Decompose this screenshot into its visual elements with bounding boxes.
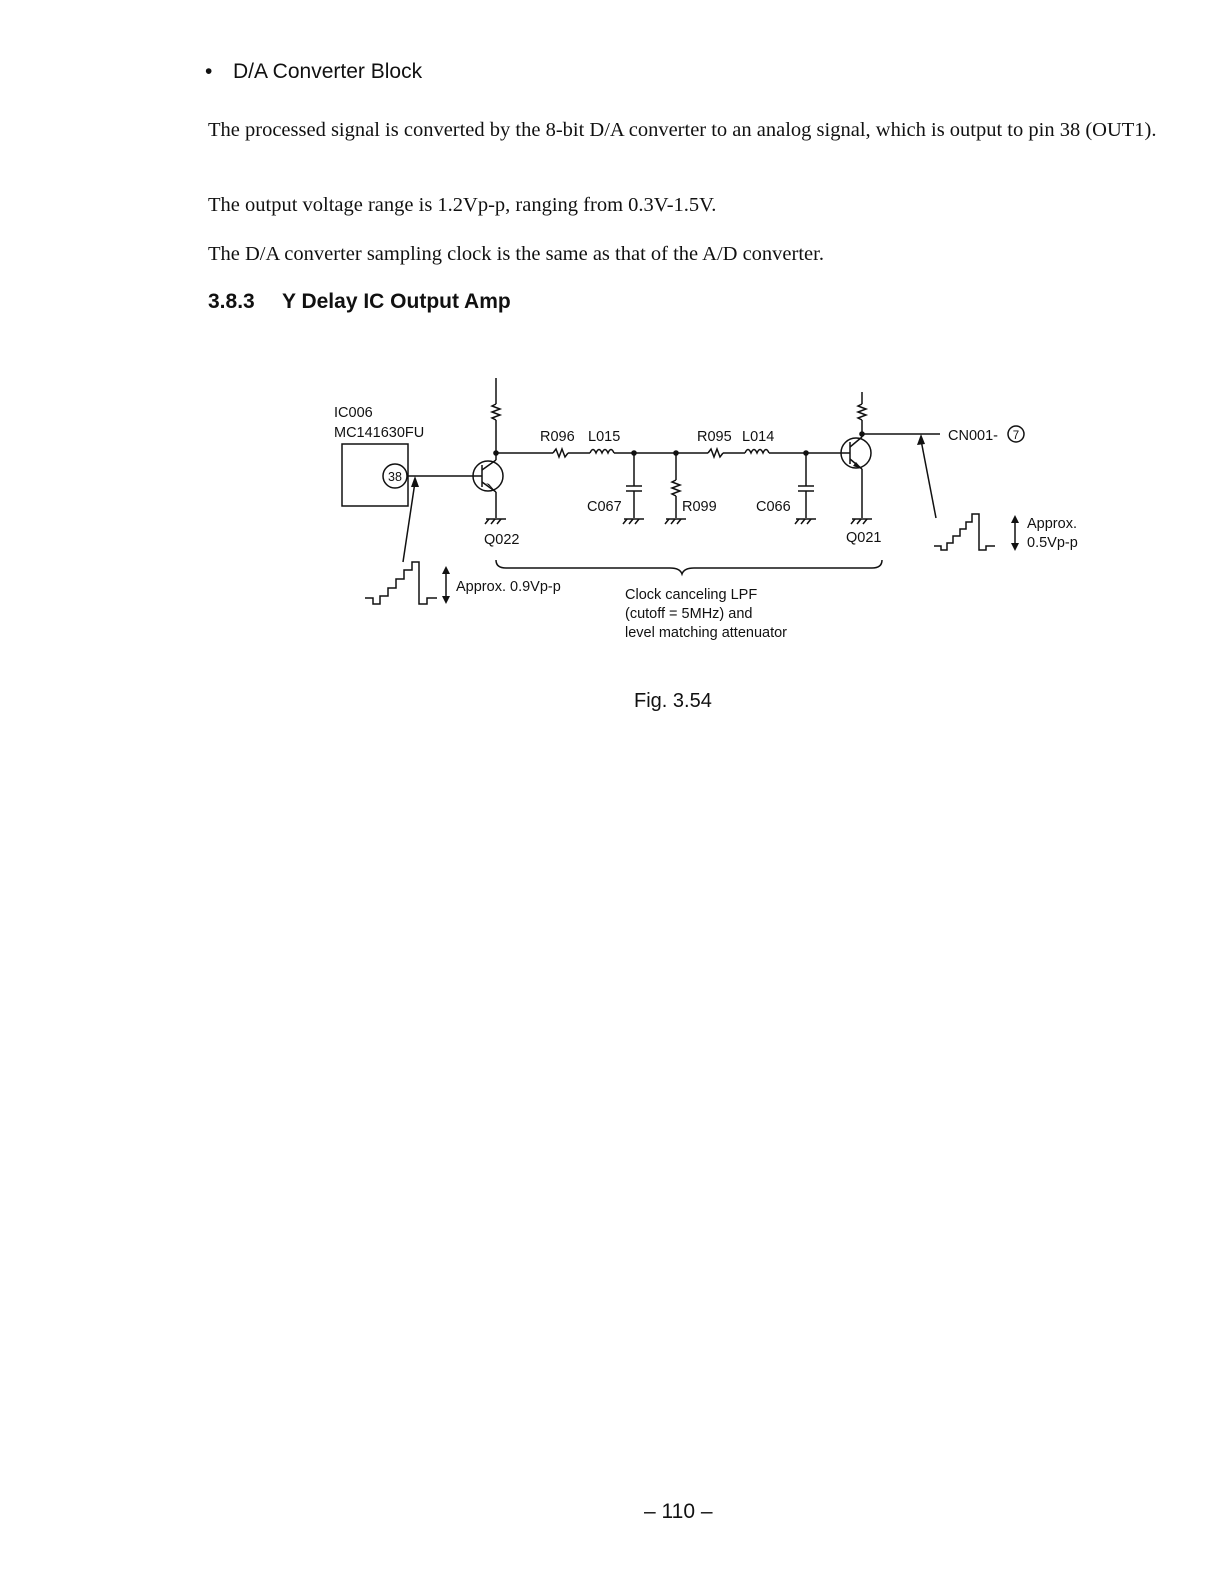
filter-caption-line1: Clock canceling LPF [625,587,758,603]
output-amplitude-line2: 0.5Vp-p [1027,535,1078,551]
output-waveform [934,514,995,550]
pin-number-label: 38 [388,470,402,484]
r096-label: R096 [540,429,575,445]
figure-caption: Fig. 3.54 [634,690,712,712]
bullet-icon: • [205,60,213,83]
output-amplitude-line1: Approx. [1027,516,1077,532]
paragraph-voltage-range: The output voltage range is 1.2Vp-p, ranging from 0.3V-1.5V. [208,194,717,216]
circuit-diagram [0,0,1223,760]
q022-label: Q022 [484,532,520,548]
c066-label: C066 [756,499,791,515]
ic-ref-label: IC006 [334,405,373,421]
connector-label: CN001- [948,428,998,444]
filter-caption-line2: (cutoff = 5MHz) and [625,606,753,622]
r095-label: R095 [697,429,732,445]
ic-part-label: MC141630FU [334,425,425,441]
filter-caption-line3: level matching attenuator [625,625,788,641]
l014-label: L014 [742,429,775,445]
page-number: – 110 – [644,1500,713,1523]
connector-pin-label: 7 [1012,430,1020,442]
section-title: D/A Converter Block [233,60,423,83]
subsection-number: 3.8.3 [208,290,255,313]
q021-label: Q021 [846,530,882,546]
input-amplitude-label: Approx. 0.9Vp-p [456,579,561,595]
r099-label: R099 [682,499,717,515]
input-waveform [365,562,437,604]
filter-brace [496,560,882,574]
subsection-title: Y Delay IC Output Amp [282,290,511,313]
l015-label: L015 [588,429,621,445]
paragraph-sampling-clock: The D/A converter sampling clock is the same as that of the A/D converter. [208,243,824,265]
paragraph-da-output: The processed signal is converted by the 8-bit D/A converter to an analog signal, which is output to pin 38 (OUT1). [208,119,1157,141]
c067-label: C067 [587,499,622,515]
